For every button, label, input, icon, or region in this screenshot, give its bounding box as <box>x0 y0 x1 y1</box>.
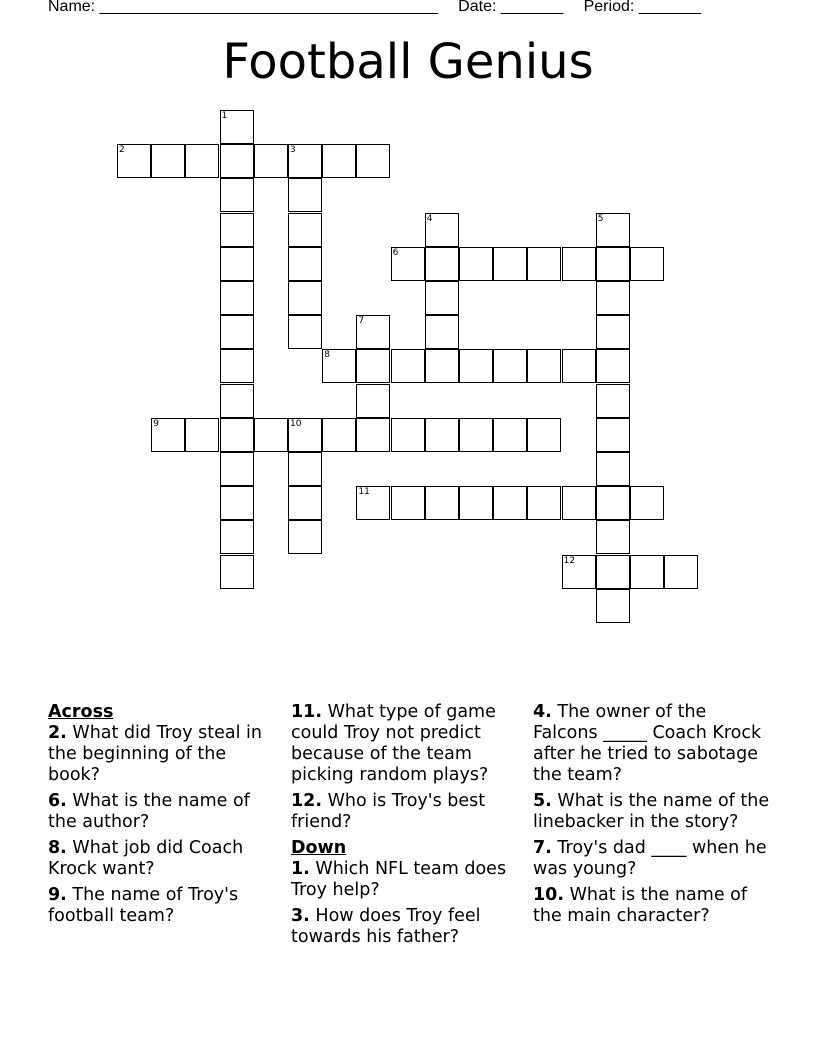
clue-number-label: 5 <box>597 213 604 224</box>
grid-cell[interactable] <box>254 418 288 452</box>
grid-cell[interactable] <box>220 452 254 486</box>
clue-number-label: 3 <box>290 145 296 156</box>
grid-cell[interactable] <box>527 349 561 383</box>
grid-cell[interactable] <box>185 144 219 178</box>
clue-column-1 <box>48 702 273 932</box>
grid-cell[interactable] <box>356 418 390 452</box>
clue-across-12: 12. Who is Troy's best friend? <box>291 791 486 832</box>
grid-cell[interactable] <box>220 281 254 315</box>
grid-cell[interactable] <box>185 418 219 452</box>
clue-across-11: 11. What type of game could Troy not predict because of the team picking random plays? <box>291 702 496 785</box>
grid-cell[interactable] <box>288 213 322 247</box>
clue-down-7: 7. Troy's dad ____ when he was young? <box>533 838 767 879</box>
clue-down-10: 10. What is the name of the main character? <box>533 885 748 926</box>
grid-cell[interactable] <box>425 247 459 281</box>
grid-cell[interactable] <box>493 247 527 281</box>
grid-cell[interactable] <box>220 315 254 349</box>
grid-cell[interactable] <box>596 589 630 623</box>
clue-down-3: 3. How does Troy feel towards his father? <box>291 906 481 947</box>
grid-cell[interactable] <box>254 144 288 178</box>
grid-cell[interactable] <box>288 281 322 315</box>
grid-cell[interactable] <box>288 247 322 281</box>
clue-column-2 <box>291 702 521 953</box>
grid-cell[interactable] <box>459 349 493 383</box>
grid-cell[interactable] <box>220 384 254 418</box>
grid-cell[interactable] <box>527 418 561 452</box>
grid-cell[interactable] <box>459 247 493 281</box>
grid-cell[interactable] <box>288 486 322 520</box>
grid-cell[interactable] <box>220 178 254 212</box>
clue-column-3 <box>533 702 773 932</box>
grid-cell[interactable] <box>596 452 630 486</box>
clue-number-label: 8 <box>324 350 330 361</box>
clue-number-label: 11 <box>358 487 370 498</box>
grid-cell[interactable] <box>220 486 254 520</box>
grid-cell[interactable] <box>459 486 493 520</box>
grid-cell[interactable] <box>630 555 664 589</box>
grid-cell[interactable] <box>596 555 630 589</box>
grid-cell[interactable] <box>562 486 596 520</box>
grid-cell[interactable] <box>596 520 630 554</box>
clue-across-6: 6. What is the name of the author? <box>48 791 250 832</box>
grid-cell[interactable] <box>322 144 356 178</box>
grid-cell[interactable] <box>220 418 254 452</box>
clue-number-label: 10 <box>290 418 302 429</box>
grid-cell[interactable] <box>220 349 254 383</box>
clue-number-label: 6 <box>392 247 399 258</box>
grid-cell[interactable] <box>151 144 185 178</box>
grid-cell[interactable] <box>596 281 630 315</box>
grid-cell[interactable] <box>630 247 664 281</box>
clue-across-9: 9. The name of Troy's football team? <box>48 885 239 926</box>
grid-cell[interactable] <box>493 418 527 452</box>
grid-cell[interactable] <box>596 315 630 349</box>
clue-across-8: 8. What job did Coach Krock want? <box>48 838 244 879</box>
name-field[interactable]: Name: ______________________________________ <box>48 0 438 15</box>
clue-number-label: 4 <box>426 213 433 224</box>
grid-cell[interactable] <box>425 349 459 383</box>
grid-cell[interactable] <box>630 486 664 520</box>
page-title: Football Genius <box>222 34 594 90</box>
grid-cell[interactable] <box>596 486 630 520</box>
grid-cell[interactable] <box>220 213 254 247</box>
grid-cell[interactable] <box>596 349 630 383</box>
grid-cell[interactable] <box>596 384 630 418</box>
grid-cell[interactable] <box>664 555 698 589</box>
grid-cell[interactable] <box>220 555 254 589</box>
grid-cell[interactable] <box>527 486 561 520</box>
clue-number-label: 7 <box>358 316 365 327</box>
clue-number-label: 12 <box>563 555 576 566</box>
grid-cell[interactable] <box>596 418 630 452</box>
grid-cell[interactable] <box>391 349 425 383</box>
grid-cell[interactable] <box>322 418 356 452</box>
clue-down-4: 4. The owner of the Falcons _____ Coach Krock after he tried to sabotage the team? <box>533 702 762 785</box>
grid-cell[interactable] <box>220 247 254 281</box>
clue-down-5: 5. What is the name of the linebacker in the story? <box>533 791 770 832</box>
date-field[interactable]: Date: _______ <box>458 0 564 15</box>
grid-cell[interactable] <box>288 178 322 212</box>
clue-number-label: 2 <box>119 145 125 156</box>
grid-cell[interactable] <box>527 247 561 281</box>
grid-cell[interactable] <box>391 486 425 520</box>
grid-cell[interactable] <box>356 349 390 383</box>
clue-number-label: 9 <box>153 418 159 429</box>
grid-cell[interactable] <box>425 281 459 315</box>
grid-cell[interactable] <box>356 144 390 178</box>
grid-cell[interactable] <box>391 418 425 452</box>
grid-cell[interactable] <box>288 452 322 486</box>
down-heading: Down <box>291 838 347 858</box>
grid-cell[interactable] <box>288 520 322 554</box>
grid-cell[interactable] <box>425 486 459 520</box>
clue-down-1: 1. Which NFL team does Troy help? <box>291 859 507 900</box>
grid-cell[interactable] <box>425 418 459 452</box>
grid-cell[interactable] <box>562 349 596 383</box>
across-heading: Across <box>48 702 114 722</box>
clue-number-label: 1 <box>221 111 228 121</box>
grid-cell[interactable] <box>356 384 390 418</box>
clue-across-2: 2. What did Troy steal in the beginning of the book? <box>48 723 262 785</box>
grid-cell[interactable] <box>493 349 527 383</box>
grid-cell[interactable] <box>596 247 630 281</box>
grid-cell[interactable] <box>220 144 254 178</box>
period-field[interactable]: Period: _______ <box>583 0 702 15</box>
grid-cell[interactable] <box>425 315 459 349</box>
grid-cell[interactable] <box>562 247 596 281</box>
grid-cell[interactable] <box>220 520 254 554</box>
grid-cell[interactable] <box>493 486 527 520</box>
grid-cell[interactable] <box>288 315 322 349</box>
grid-cell[interactable] <box>459 418 493 452</box>
